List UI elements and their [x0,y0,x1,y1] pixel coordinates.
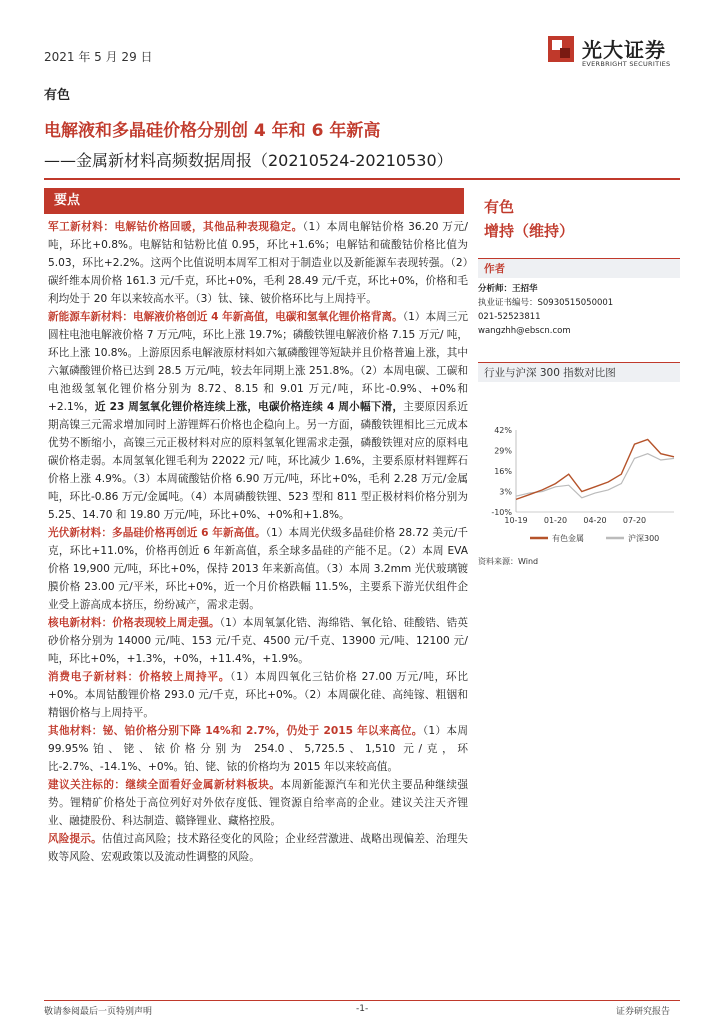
everbright-logo-icon [546,34,576,64]
paragraph-text: （1）本周四氧化三钴价格 27.00 万元/吨，环比+0%。本周钴酸锂价格 293.0 元/千克，环比+0%。（2）本周碳化硅、高纯镓、粗铟和精铟价格与上周持平。 [48,671,468,719]
x-tick-label: 04-20 [583,516,607,525]
footer-divider [44,1000,680,1001]
paragraph-head: 新能源车新材料：电解液价格创近 4 年新高值，电碳和氢氧化锂价格背离。 [48,311,403,323]
cert-number: 执业证书编号：S0930515050001 [478,298,614,308]
y-tick-label: 3% [499,487,512,497]
paragraph-military [48,218,468,308]
y-tick-label: 16% [494,467,512,476]
keypoints-header: 要点 [44,188,464,214]
y-tick-label: 29% [494,446,512,456]
analyst-name: 王招华 [512,284,538,294]
paragraph-head: 建议关注标的：继续全面看好金属新材料板块。 [48,779,281,791]
paragraph-text: （1）本周三元圆柱电池电解液价格 7 万元/吨，环比上涨 19.7%；磷酸铁锂电解液价格 7.15 万元/ 吨，环比上涨 10.8%。上游原因系电解液原材料如六氟磷酸锂等短缺并且价格普遍上涨，其中六氟磷酸锂价格已达到 28.5 万元/吨，较去年同期上涨 251.8%。（2）本周电碳、工碳和电池级氢氧化锂价格分别为 8.72、8.15 和 9.01 万元/吨，环比-0.9%、+0%和+2.1%， [48,311,468,413]
chart-header: 行业与沪深 300 指数对比图 [478,362,680,382]
x-tick-label: 10-19 [504,516,528,525]
email-address[interactable]: wangzhh@ebscn.com [478,326,571,336]
paragraph-nuclear [48,614,468,668]
chart-source: 资料来源：Wind [478,557,539,566]
author-info [478,282,613,338]
paragraph-text: 主要原因系近期高镍三元需求增加同时上游锂辉石价格也企稳向上。另一方面，磷酸铁锂相比三元成本优势不断缩小，高镍三元正极材料对应的原料氢氧化锂需求走强，磷酸铁锂对应的原料电碳价格走弱。本周氢氧化锂毛利为 22022 元/ 吨，环比减少 1.6%，主要系原材料锂辉石价格上涨 4.9%。（3）本周硫酸钴价格 6.90 万元/吨，环比+0%，毛利 2.28 万元/金属吨，环比-0.86 万元/金属吨。（4）本周磷酸铁锂、523 型和 811 型正极材料价格分别为 5.25、14.70 和 19.80 万元/吨，环比+0%、+0%和+1.8%。 [48,401,469,521]
report-subtitle: ——金属新材料高频数据周报（20210524-20210530） [44,151,453,170]
paragraph-other [48,722,468,776]
report-date: 2021 年 5 月 29 日 [44,50,153,64]
y-tick-label: 42% [494,426,512,435]
keypoints-body [48,218,468,866]
x-tick-label: 01-20 [543,516,568,525]
paragraph-head: 军工新材料：电解钴价格回暖，其他品种表现稳定。 [48,221,303,233]
everbright-logo [546,34,686,74]
legend-label: 沪深300 [628,534,660,543]
paragraph-text: 估值过高风险；技术路径变化的风险；企业经营激进、战略出现偏差、治理失败等风险、宏观政策以及流动性调整的风险。 [48,833,469,863]
phone-number: 021-52523811 [478,312,541,322]
paragraph-nev [48,308,468,524]
paragraph-head: 光伏新材料：多晶硅价格再创近 6 年新高值。 [48,527,266,539]
footer-disclaimer: 敬请参阅最后一页特别声明 [44,1007,153,1017]
paragraph-pv [48,524,468,614]
paragraph-head: 核电新材料：价格表现较上周走强。 [48,617,220,629]
paragraph-head: 其他材料：铋、铂价格分别下降 14%和 2.7%，仍处于 2015 年以来高位。 [48,725,423,737]
paragraph-consumer [48,668,468,722]
header-divider [44,178,680,180]
paragraph-text: （1）本周电解钴价格 36.20 万元/吨，环比+0.8%。电解钴和钴粉比值 0.95，环比+1.6%；电解钴和硫酸钴价格比值为 5.03，环比+2.2%。这两个比值说明本周军工相对于制造业以及新能源车表现转强。（2）碳纤维本周价格 161.3 元/千克，环比+0%，毛利 28.49 元/千克，环比+0%，价格和毛利均处于 20 年以来较高水平。（3）钛、铼、铍价格环比与上周持平。 [48,221,469,305]
analyst-line [478,282,613,296]
logo-text-en: EVERBRIGHT SECURITIES [582,60,671,68]
paragraph-head: 消费电子新材料：价格较上周持平。 [48,671,231,683]
legend-label: 有色金属 [552,534,584,543]
sector-label: 有色 [44,88,71,103]
paragraph-head: 风险提示。 [48,833,102,845]
y-tick-label: -10% [491,508,512,517]
paragraph-text: 本周新能源汽车和光伏主要品种继续强势。锂精矿价格处于高位列好对外依存度低、锂资源自给率高的企业。建议关注天齐锂业、融捷股份、科达制造、赣锋锂业、藏格控股。 [48,779,469,827]
sidebar-rating: 增持（维持） [484,222,575,240]
sidebar-sector: 有色 [484,198,515,216]
analyst-label: 分析师： [478,284,513,294]
paragraph-bold: 近 23 周氢氧化锂价格连续上涨，电碳价格连续 4 周小幅下滑， [94,401,404,413]
logo-text-cn: 光大证券 [582,38,666,62]
page-number: -1- [356,1004,369,1014]
index-comparison-chart [478,420,680,550]
series-line-nonferrous [516,440,674,500]
paragraph-text: （1）本周光伏级多晶硅价格 28.72 美元/千克，环比+11.0%，价格再创近 6 年新高值，系全球多晶硅的产能不足。（2）本周 EVA 价格 19,900 元/吨，环比+0%，保持 2013 年来新高值。（3）本周 3.2mm 光伏玻璃镀膜价格 23.00 元/平米，环比+0%，近一个月价格跌幅 11.5%，主要系下游光伏组件企业受上游高成本挤压，纷纷减产，需求走弱。 [48,527,468,611]
paragraph-recommend [48,776,468,830]
paragraph-text: （1）本周氧氯化锆、海绵锆、氧化铪、硅酸锆、锆英砂价格分别为 14000 元/吨、153 元/千克、4500 元/千克、13900 元/吨、12100 元/吨，环比+0%，+1.3%，+0%，+11.4%，+1.9%。 [48,617,468,665]
paragraph-text: （1）本周 99.95%铂、铑、铱价格分别为 254.0、5,725.5、1,510 元/克，环比-2.7%、-14.1%、+0%。铂、铑、铱的价格均为 2015 年以来较高值。 [48,725,468,773]
footer-report-type: 证券研究报告 [616,1007,671,1017]
report-title: 电解液和多晶硅价格分别创 4 年和 6 年新高 [44,121,381,141]
x-tick-label: 07-20 [622,516,647,525]
paragraph-risk [48,830,468,866]
author-header: 作者 [478,258,680,278]
